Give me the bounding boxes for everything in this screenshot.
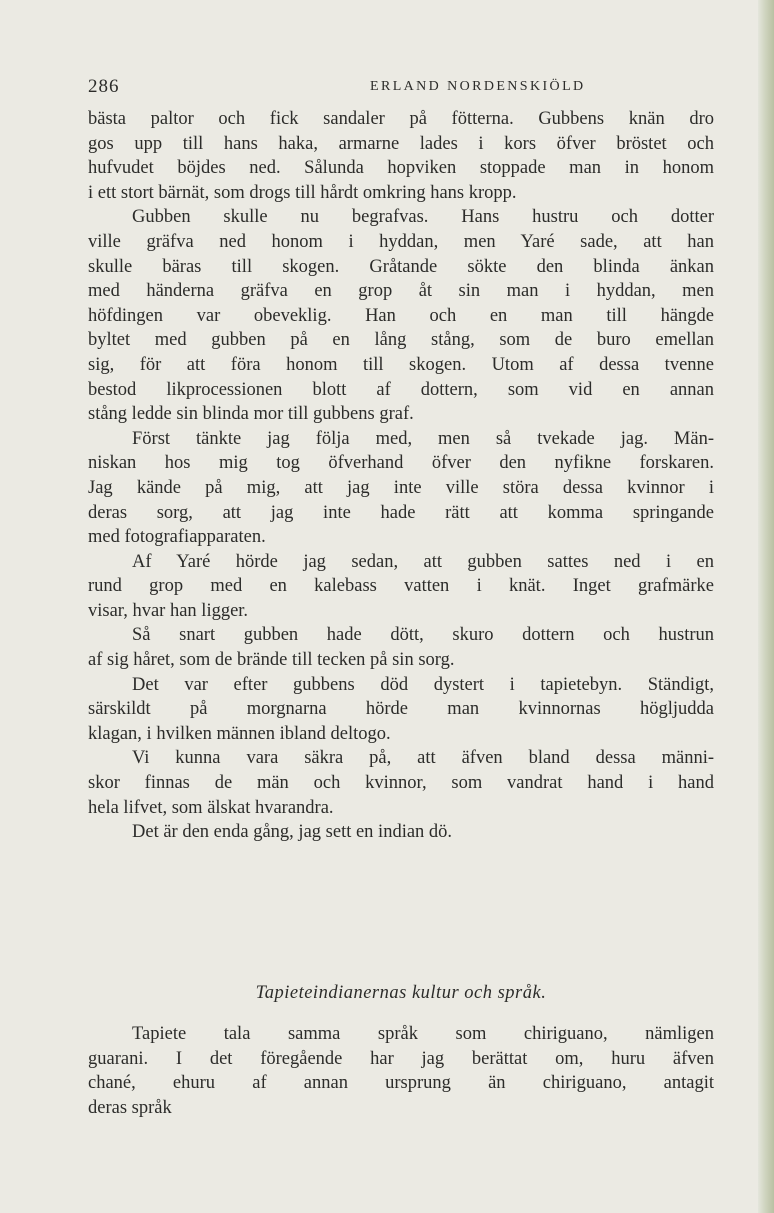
running-head: ERLAND NORDENSKIÖLD (370, 79, 586, 94)
text-line: Tapiete tala samma språk som chiriguano, nämligen (132, 1024, 714, 1044)
text-line: särskildt på morgnarna hörde man kvinnornas högljudda (88, 699, 714, 720)
text-line: ville gräfva ned honom i hyddan, men Yaré sade, att han (88, 231, 714, 252)
text-line: gos upp till hans haka, armarne lades i kors öfver bröstet och (88, 133, 714, 154)
text-line: med fotografiapparaten. (88, 527, 266, 548)
text-line: Det var efter gubbens död dystert i tapietebyn. Ständigt, (132, 674, 714, 695)
page-header (88, 76, 688, 100)
section-heading: Tapieteindianernas kultur och språk. (255, 983, 547, 1003)
text-line: Så snart gubben hade dött, skuro dottern och hustrun (132, 625, 714, 646)
text-line: guarani. I det föregående har jag berättat om, huru äfven (88, 1048, 714, 1069)
text-line: byltet med gubben på en lång stång, som de buro emellan (88, 330, 714, 351)
text-line: med händerna gräfva en grop åt sin man i hyddan, men (88, 281, 714, 302)
text-line: Vi kunna vara säkra på, att äfven bland dessa männi- (132, 748, 714, 769)
text-line: rund grop med en kalebass vatten i knät. Inget grafmärke (88, 576, 714, 597)
text-line: bästa paltor och fick sandaler på fötterna. Gubbens knän dro (88, 109, 714, 129)
text-line: Gubben skulle nu begrafvas. Hans hustru och dotter (132, 207, 714, 228)
text-line: deras språk (88, 1097, 172, 1118)
page-edge (758, 0, 774, 1213)
text-line: klagan, i hvilken männen ibland deltogo. (88, 723, 391, 744)
section-body-text (88, 1022, 714, 1120)
text-line: sig, för att föra honom till skogen. Utom af dessa tvenne (88, 354, 714, 375)
text-line: chané, ehuru af annan ursprung än chiriguano, antagit (88, 1073, 714, 1094)
text-line: skulle bäras till skogen. Gråtande sökte den blinda änkan (88, 256, 714, 277)
text-line: bestod likprocessionen blott af dottern, som vid en annan (88, 379, 714, 400)
text-line: visar, hvar han ligger. (88, 600, 249, 621)
page-number: 286 (88, 76, 120, 97)
body-text (88, 107, 714, 845)
text-line: skor finnas de män och kvinnor, som vandrat hand i hand (88, 773, 714, 794)
text-line: i ett stort bärnät, som drogs till hårdt omkring hans kropp. (88, 182, 517, 203)
text-line: af sig håret, som de brände till tecken på sin sorg. (88, 650, 455, 671)
text-line: hela lifvet, som älskat hvarandra. (88, 797, 334, 818)
text-line: höfdingen var obeveklig. Han och en man till hängde (88, 305, 714, 326)
text-line: Jag kände på mig, att jag inte ville störa dessa kvinnor i (88, 477, 714, 498)
text-line: Af Yaré hörde jag sedan, att gubben sattes ned i en (132, 551, 714, 572)
text-line: stång ledde sin blinda mor till gubbens graf. (88, 404, 414, 425)
text-line: niskan hos mig tog öfverhand öfver den nyfikne forskaren. (88, 453, 714, 474)
text-line: hufvudet böjdes ned. Sålunda hopviken stoppade man in honom (88, 158, 714, 179)
text-line: Först tänkte jag följa med, men så tvekade jag. Män- (132, 428, 714, 449)
text-line: deras sorg, att jag inte hade rätt att komma springande (88, 502, 714, 523)
text-line: Det är den enda gång, jag sett en indian dö. (132, 822, 453, 843)
